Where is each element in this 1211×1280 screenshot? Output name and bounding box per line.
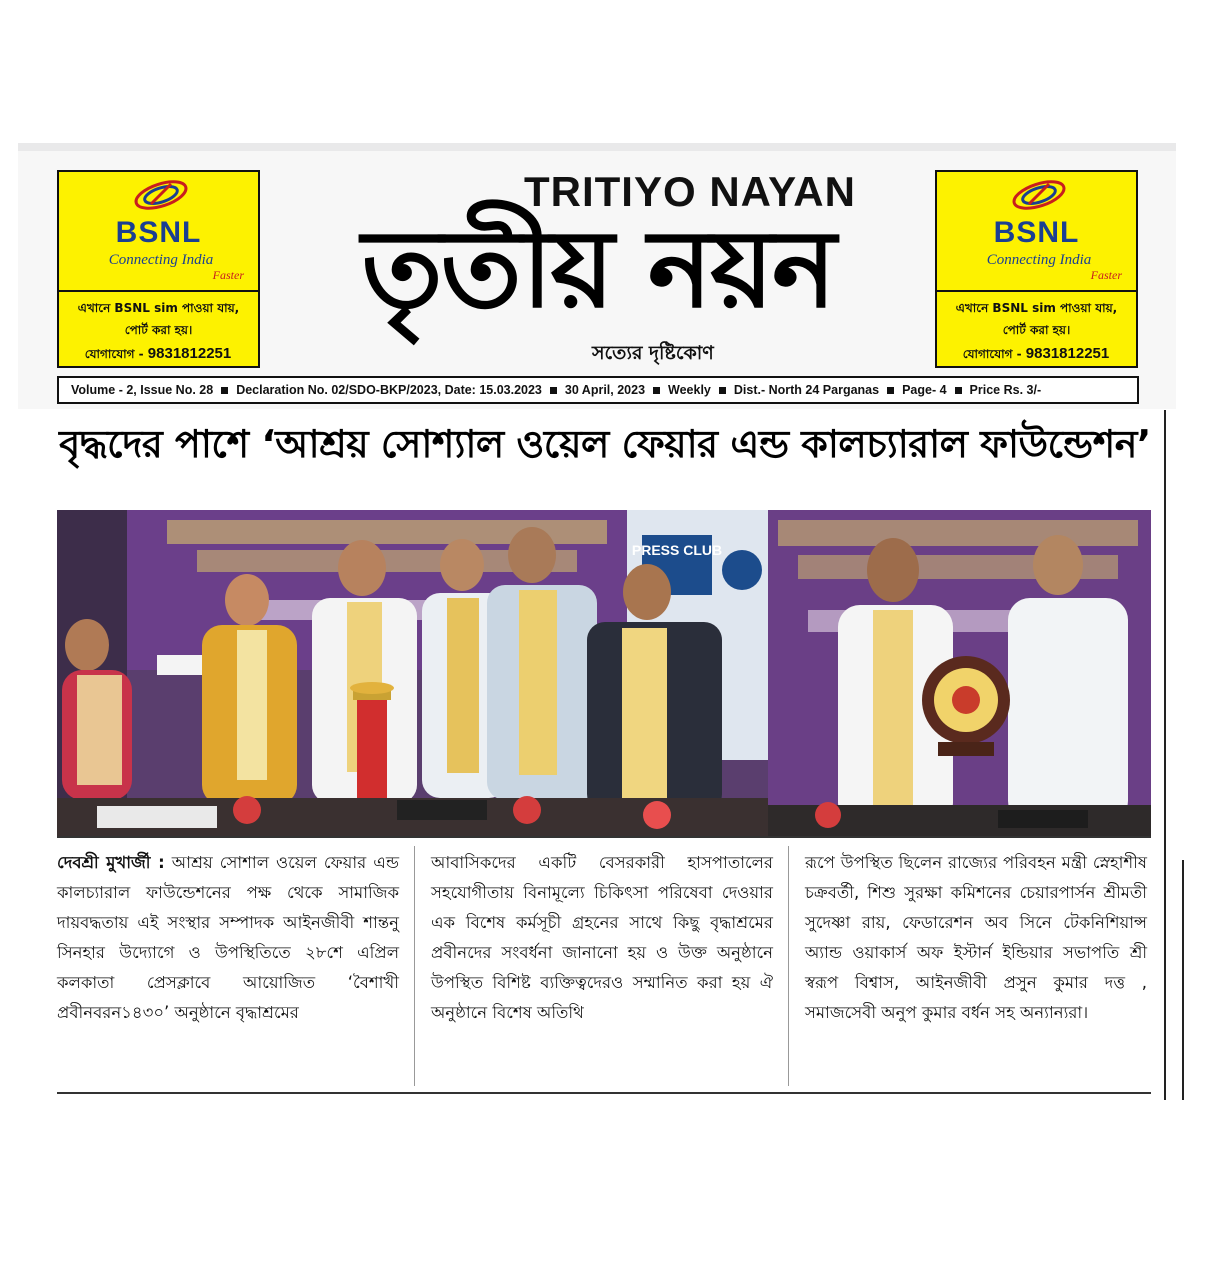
separator-square-icon — [719, 387, 726, 394]
ad-tagline: Connecting India — [108, 252, 214, 268]
bsnl-logo-icon — [129, 178, 193, 212]
press-club-board-text: PRESS CLUB — [631, 542, 723, 558]
ad-brand: BSNL — [993, 216, 1080, 249]
ad-divider — [59, 290, 258, 292]
article-column-1-text: আশ্রয় সোশাল ওয়েল ফেয়ার এন্ড কালচ্যারাল ফাউন্ডেশনের পক্ষ থেকে সামাজিক দায়বদ্ধতায় এই সংস্থার সম্পাদক আইনজীবী শান্তনু সিনহার উদ্যোগে ও উপস্থিতিতে ২৮শে এপ্রিল কলকাতা প্রেসক্লাবে আয়োজিত ‘বৈশাখী প্রবীনবরন১৪৩০’ অনুষ্ঠানে বৃদ্ধাশ্রমের — [57, 853, 399, 1022]
ad-contact — [63, 345, 253, 366]
newspaper-title-english: TRITIYO NAYAN — [524, 168, 856, 215]
page-edge-line — [1182, 860, 1184, 1100]
ad-tagline-sub: Faster — [1090, 268, 1122, 282]
separator-square-icon — [955, 387, 962, 394]
ad-contact-label: যোগাযোগ - — [962, 347, 1022, 361]
ad-divider — [937, 290, 1136, 292]
ad-text-line-2: পোর্ট করা হয়। — [1002, 323, 1071, 337]
ad-tagline: Connecting India — [986, 252, 1092, 268]
ad-brand: BSNL — [115, 216, 202, 249]
ad-contact-number: 9831812251 — [147, 345, 232, 362]
photo-lamp-lighting — [57, 510, 768, 836]
ad-tagline-sub: Faster — [212, 268, 244, 282]
ad-text-line-2: পোর্ট করা হয়। — [124, 323, 193, 337]
bsnl-logo-icon — [1007, 178, 1071, 212]
separator-square-icon — [653, 387, 660, 394]
column-divider — [788, 846, 789, 1086]
ad-contact-label: যোগাযোগ - — [84, 347, 144, 361]
article-headline: বৃদ্ধদের পাশে ‘আশ্রয় সোশ্যাল ওয়েল ফেয়ার এন্ড কালচ্যারাল ফাউন্ডেশন’ — [59, 422, 1151, 466]
newspaper-title-bengali: তৃতীয় নয়ন — [361, 207, 835, 332]
issue-page: Page- 4 — [902, 383, 947, 397]
article-column-2: আবাসিকদের একটি বেসরকারী হাসপাতালের সহযোগীতায় বিনামূল্যে চিকিৎসা পরিষেবা দেওয়ার এক বিশেষ কর্মসূচী গ্রহনের সাথে কিছু বৃদ্ধাশ্রমের প্রবীনদের সংবর্ধনা জানানো হয় ও উক্ত অনুষ্ঠানে উপস্থিত বিশিষ্ট ব্যক্তিত্বদেরও সম্মানিত করা হয় ঐ অনুষ্ঠানে বিশেষ অতিথি — [431, 853, 773, 1022]
ad-contact — [941, 345, 1131, 366]
photo-bottom-rule — [57, 836, 1151, 838]
photo-award-presentation — [768, 510, 1151, 836]
ad-contact-number: 9831812251 — [1025, 345, 1110, 362]
issue-date: 30 April, 2023 — [564, 383, 646, 397]
separator-square-icon — [221, 387, 228, 394]
bsnl-ad-left — [57, 170, 260, 368]
issue-declaration: Declaration No. 02/SDO-BKP/2023, Date: 15.03.2023 — [236, 383, 542, 397]
page-margin-line — [1164, 410, 1166, 1100]
page-top-strip — [18, 143, 1176, 151]
separator-square-icon — [887, 387, 894, 394]
article-column-3: রূপে উপস্থিত ছিলেন রাজ্যের পরিবহন মন্ত্রী স্নেহাশীষ চক্রবর্তী, শিশু সুরক্ষা কমিশনের চেয়ারপার্সন শ্রীমতী সুদেষ্ণা রায়, ফেডারেশন অব সিনে টেকনিশিয়ান্স অ্যান্ড ওয়াকার্স অফ ইস্টার্ন ইন্ডিয়ার সভাপতি শ্রী স্বরূপ বিশ্বাস, আইনজীবী প্রসুন কুমার দত্ত , সমাজসেবী অনুপ কুমার বর্ধন সহ অন্যান্যরা। — [805, 853, 1147, 1022]
issue-price: Price Rs. 3/- — [969, 383, 1042, 397]
issue-volume: Volume - 2, Issue No. 28 — [71, 383, 214, 397]
column-divider — [414, 846, 415, 1086]
article-bottom-rule — [57, 1092, 1151, 1094]
ad-text-line-1: এখানে BSNL sim পাওয়া যায়, — [77, 301, 240, 315]
issue-frequency: Weekly — [668, 383, 711, 397]
separator-square-icon — [550, 387, 557, 394]
article-byline: দেবশ্রী মুখার্জী : — [57, 853, 165, 872]
article-column-1 — [57, 848, 399, 1028]
bsnl-ad-right — [935, 170, 1138, 368]
issue-info-bar — [57, 376, 1139, 404]
ad-text-line-1: এখানে BSNL sim পাওয়া যায়, — [955, 301, 1118, 315]
newspaper-slogan: সত্যের দৃষ্টিকোণ — [592, 342, 714, 364]
issue-district: Dist.- North 24 Parganas — [733, 383, 880, 397]
